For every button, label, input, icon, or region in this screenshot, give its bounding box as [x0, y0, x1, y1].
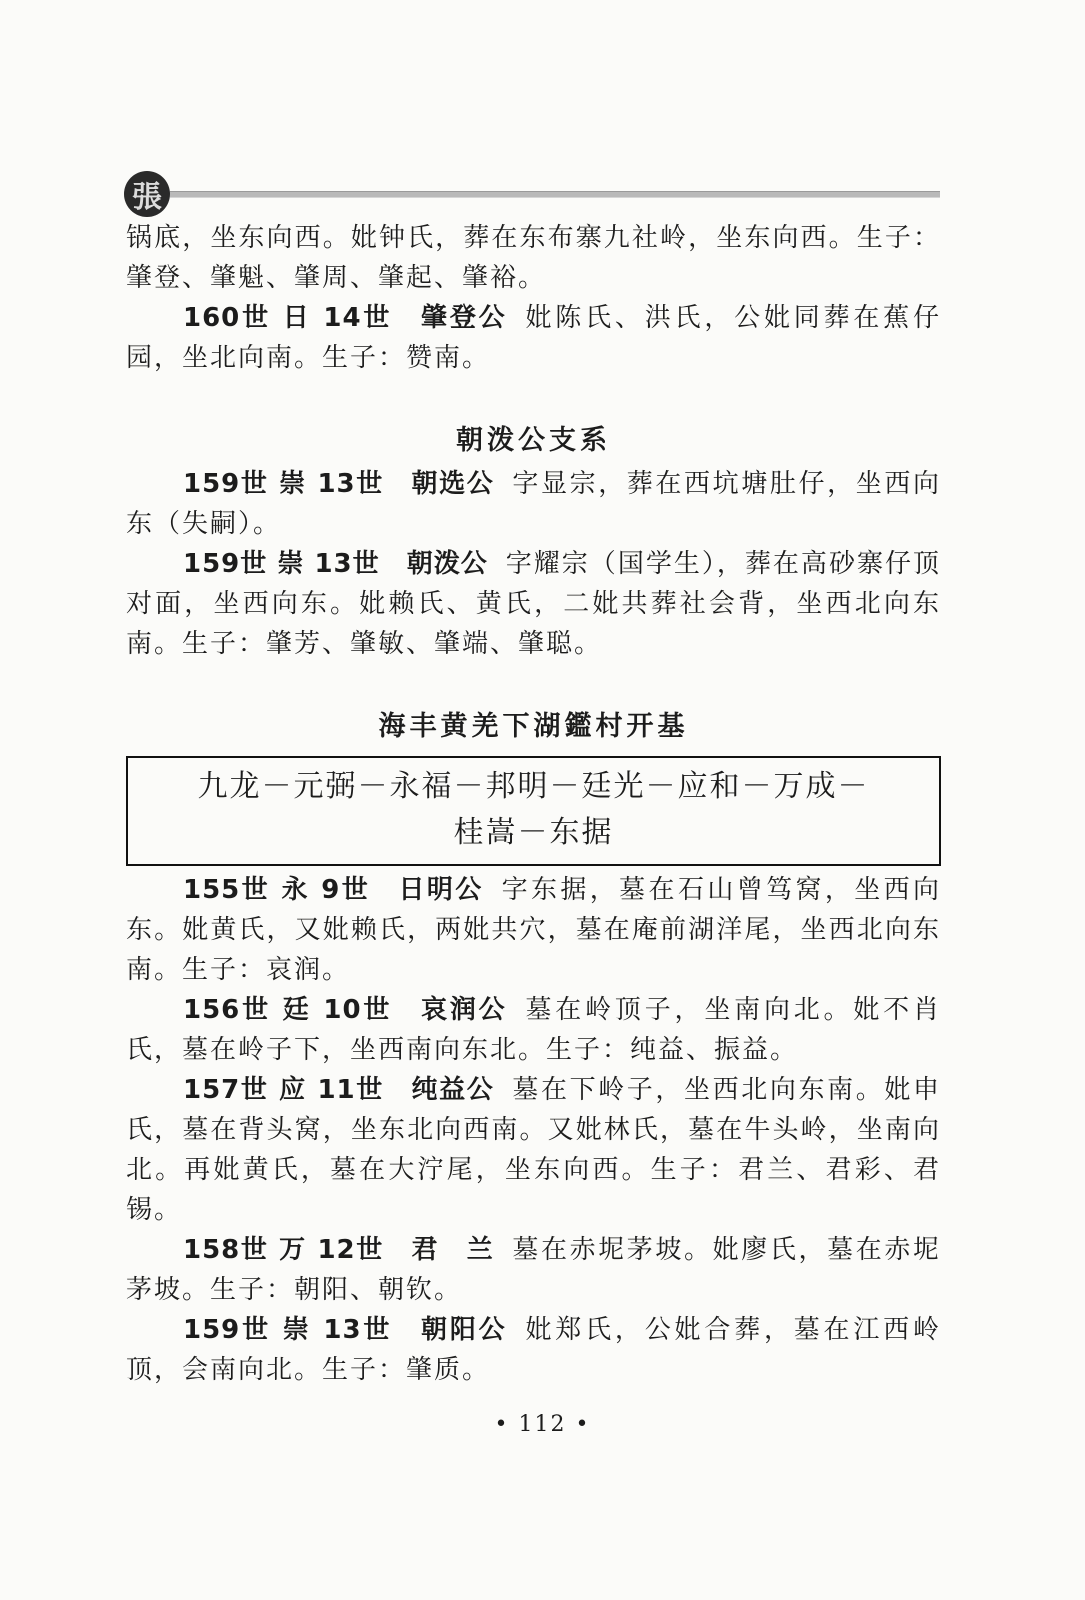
paragraph-continuation: 锅底，坐东向西。妣钟氏，葬在东布寨九社岭，坐东向西。生子：肇登、肇魁、肇周、肇起、肇裕。 [126, 223, 941, 293]
header-logo-seal: 張 [124, 171, 170, 217]
entry-paragraph [126, 298, 941, 378]
entry-head: 158世 万 12世 君 兰 [183, 1235, 495, 1265]
entry-head: 159世 崇 13世 朝阳公 [183, 1315, 508, 1345]
entry-paragraph [126, 1310, 941, 1390]
entry-text: 妣郑氏，公妣合葬，墓在江西岭顶，会南向北。生子：肇质。 [126, 1315, 941, 1385]
entry-paragraph [126, 464, 941, 544]
lineage-box [126, 756, 941, 866]
entry-head: 159世 崇 13世 朝选公 [183, 469, 495, 499]
entry-head: 160世 日 14世 肇登公 [183, 303, 508, 333]
lineage-line: 桂嵩－东据 [453, 815, 614, 850]
entry-text: 字显宗，葬在西坑塘肚仔，坐西向东（失嗣）。 [126, 469, 941, 539]
entry-head: 157世 应 11世 纯益公 [183, 1075, 495, 1105]
entry-text: 墓在赤坭茅坡。妣廖氏，墓在赤坭茅坡。生子：朝阳、朝钦。 [126, 1235, 941, 1305]
page-number: • 112 • [494, 1412, 591, 1437]
entry-text: 墓在下岭子，坐西北向东南。妣申氏，墓在背头窝，坐东北向西南。又妣林氏，墓在牛头岭，坐南向北。再妣黄氏，墓在大泞尾，坐东向西。生子：君兰、君彩、君锡。 [126, 1075, 941, 1225]
entry-text: 妣陈氏、洪氏，公妣同葬在蕉仔园，坐北向南。生子：赞南。 [126, 303, 941, 373]
entry-paragraph [126, 990, 941, 1070]
entry-text: 墓在岭顶子，坐南向北。妣不肖氏，墓在岭子下，坐西南向东北。生子：纯益、振益。 [126, 995, 941, 1065]
entry-paragraph [126, 870, 941, 990]
entry-head: 159世 崇 13世 朝泼公 [183, 549, 488, 579]
page-content [126, 218, 941, 1390]
entry-text: 字东据，墓在石山曾笃窝，坐西向东。妣黄氏，又妣赖氏，两妣共穴，墓在庵前湖洋尾，坐西北向东南。生子：哀润。 [126, 875, 941, 985]
entry-paragraph [126, 544, 941, 664]
header-rule [170, 191, 940, 198]
entry-head: 156世 廷 10世 哀润公 [183, 995, 508, 1025]
entry-text: 字耀宗（国学生），葬在高砂寨仔顶对面，坐西向东。妣赖氏、黄氏，二妣共葬社会背，坐西北向东南。生子：肇芳、肇敏、肇端、肇聪。 [126, 549, 941, 659]
entry-head: 155世 永 9世 日明公 [183, 875, 484, 905]
section-title: 海丰黄羌下湖鑑村开基 [378, 711, 689, 742]
entry-paragraph [126, 1230, 941, 1310]
lineage-line: 九龙－元弼－永福－邦明－廷光－应和－万成－ [197, 769, 870, 804]
section-title: 朝泼公支系 [456, 425, 611, 456]
entry-paragraph [126, 1070, 941, 1230]
